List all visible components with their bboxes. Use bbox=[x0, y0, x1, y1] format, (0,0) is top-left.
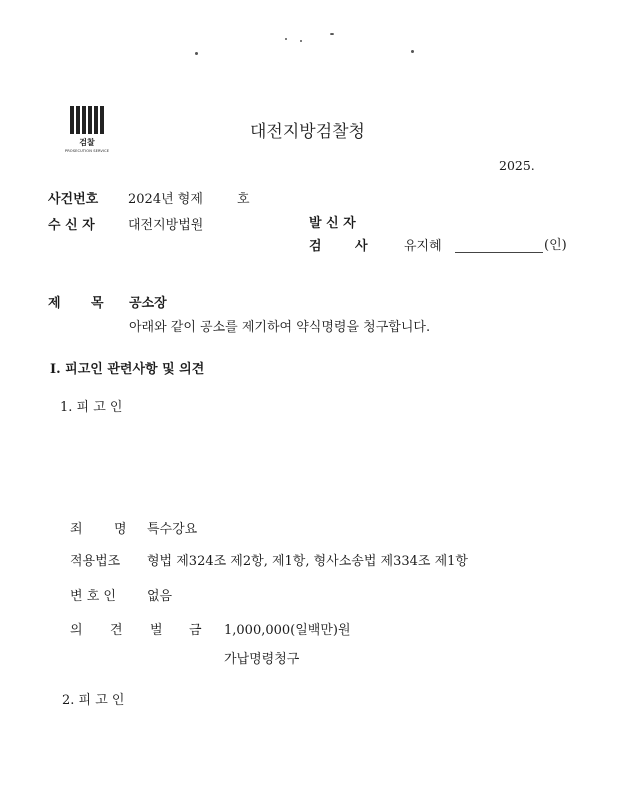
case-number-label: 사건번호 bbox=[48, 192, 99, 207]
provisional-payment: 가납명령청구 bbox=[224, 652, 300, 667]
defendant-1-label: 1. 피 고 인 bbox=[60, 400, 123, 415]
recipient-value: 대전지방법원 bbox=[128, 218, 204, 233]
lawyer-value: 없음 bbox=[147, 589, 173, 604]
scan-speck bbox=[285, 38, 287, 40]
sender-label: 발 신 자 bbox=[309, 216, 356, 231]
opinion-label-4: 금 bbox=[189, 623, 202, 638]
defendant-2-label: 2. 피 고 인 bbox=[62, 693, 125, 708]
prosecution-logo bbox=[62, 106, 114, 158]
crime-label-2: 명 bbox=[114, 522, 127, 537]
subject-label-2: 목 bbox=[91, 296, 104, 311]
document-date: 2025. bbox=[499, 158, 535, 173]
opinion-label-3: 벌 bbox=[150, 623, 163, 638]
prosecutor-label-1: 검 bbox=[309, 239, 322, 254]
fine-value: 1,000,000(일백만)원 bbox=[224, 623, 351, 638]
scan-speck bbox=[330, 33, 334, 35]
logo-text: 검찰 bbox=[79, 138, 95, 147]
crime-label-1: 죄 bbox=[70, 522, 83, 537]
subject-value: 공소장 bbox=[129, 296, 167, 311]
case-number-value: 2024년 형제 bbox=[128, 192, 203, 207]
lawyer-label: 변 호 인 bbox=[70, 589, 116, 604]
pillars-icon bbox=[70, 106, 104, 134]
logo-subtext: PROSECUTION SERVICE bbox=[64, 149, 110, 153]
signature-line bbox=[455, 252, 543, 253]
applicable-law-label: 적용법조 bbox=[70, 554, 121, 569]
opinion-label-1: 의 bbox=[70, 623, 83, 638]
section-heading: I. 피고인 관련사항 및 의견 bbox=[50, 362, 205, 377]
scan-speck bbox=[411, 50, 414, 53]
agency-title: 대전지방검찰청 bbox=[250, 122, 365, 142]
subject-body: 아래와 같이 공소를 제기하여 약식명령을 청구합니다. bbox=[129, 320, 431, 335]
prosecutor-name: 유지혜 bbox=[404, 239, 442, 254]
opinion-label-2: 견 bbox=[110, 623, 123, 638]
crime-value: 특수강요 bbox=[147, 522, 198, 537]
subject-label-1: 제 bbox=[48, 296, 61, 311]
scan-speck bbox=[300, 40, 302, 42]
applicable-law-value: 형법 제324조 제2항, 제1항, 형사소송법 제334조 제1항 bbox=[147, 554, 468, 569]
scan-speck bbox=[195, 52, 198, 55]
seal-mark: (인) bbox=[544, 238, 567, 253]
case-number-suffix: 호 bbox=[237, 192, 250, 207]
recipient-label: 수 신 자 bbox=[48, 218, 95, 233]
prosecutor-label-2: 사 bbox=[355, 239, 368, 254]
